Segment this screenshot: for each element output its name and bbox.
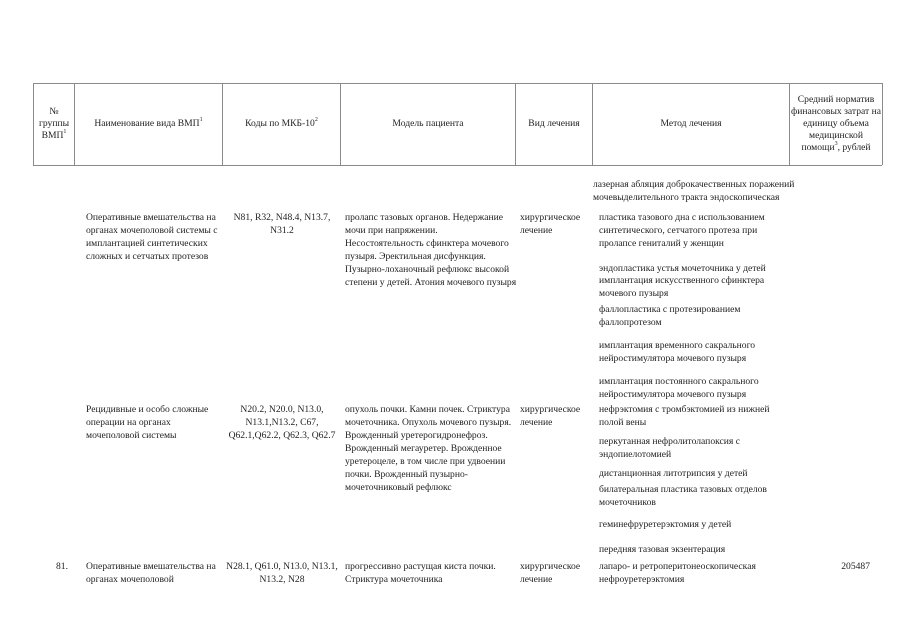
cost-value: 205487: [841, 561, 870, 572]
header-treatment-kind: Вид лечения: [528, 118, 580, 129]
patient-model: опухоль почки. Камни почек. Стриктура мочеточника. Опухоль мочевого пузыря. Врожденный уретерогидронефроз. Врожденный мегауретер. Врожденное уретероцеле, в том числе при удвоении почки. Врожденный пузырно-мочеточниковый рефлюкс: [345, 404, 512, 493]
header-group-number: № группы ВМП$^1$: [38, 106, 70, 141]
treatment-method: имплантация искусственного сфинктера мочевого пузыря: [599, 275, 765, 299]
header-treatment-method: Метод лечения: [660, 118, 722, 129]
icd-codes: N20.2, N20.0, N13.0, N13.1,N13.2, C67, Q62.1,Q62.2, Q62.3, Q62.7: [228, 404, 336, 441]
treatment-method: фаллопластика с протезированием фаллопротезом: [599, 304, 741, 328]
vmp-name: Оперативные вмешательства на органах мочеполовой системы с имплантацией синтетических сложных и сетчатых протезов: [86, 212, 218, 262]
treatment-method: билатеральная пластика тазовых отделов мочеточников: [599, 484, 767, 508]
treatment-method: имплантация постоянного сакрального нейростимулятора мочевого пузыря: [599, 376, 759, 400]
patient-model: прогрессивно растущая киста почки. Стриктура мочеточника: [345, 561, 496, 585]
vmp-name: Оперативные вмешательства на органах мочеполовой: [86, 561, 216, 585]
treatment-method: лапаро- и ретроперитонеоскопическая нефроуретерэктомия: [599, 561, 756, 585]
treatment-method: пластика тазового дна с использованием синтетического, сетчатого протеза при пролапсе гениталий у женщин: [599, 212, 765, 249]
header-patient-model: Модель пациента: [392, 118, 464, 129]
header-vmp-name: Наименование вида ВМП$^1$: [94, 117, 203, 129]
treatment-method: имплантация временного сакрального нейростимулятора мочевого пузыря: [599, 340, 756, 364]
treatment-method: перкутанная нефролитолапоксия с эндопиелотомией: [599, 436, 741, 460]
treatment-method: дистанционная литотрипсия у детей: [599, 468, 748, 479]
treatment-method: эндопластика устья мочеточника у детей: [599, 263, 766, 274]
treatment-kind: хирургическое лечение: [520, 404, 581, 428]
header-icd-codes: Коды по МКБ-$10^2$: [245, 117, 318, 129]
icd-codes: N28.1, Q61.0, N13.0, N13.1, N13.2, N28: [226, 561, 338, 585]
vmp-name: Рецидивные и особо сложные операции на органах мочеполовой системы: [86, 404, 209, 441]
treatment-method: передняя тазовая экзентерация: [599, 544, 726, 555]
treatment-method: нефрэктомия с тромбэктомией из нижней полой вены: [599, 404, 770, 428]
header-cost: Средний норматив финансовых затрат на единицу объема медицинской помощи$^3$, рублей: [791, 94, 882, 153]
treatment-kind: хирургическое лечение: [520, 212, 581, 236]
header-bottom-rule: [33, 165, 882, 166]
group-number: 81.: [56, 561, 68, 572]
treatment-method: лазерная абляция доброкачественных поражений мочевыделительного тракта эндоскопическая: [593, 179, 795, 203]
treatment-kind: хирургическое лечение: [520, 561, 581, 585]
icd-codes: N81, R32, N48.4, N13.7, N31.2: [233, 212, 331, 236]
treatment-method: геминефруретерэктомия у детей: [599, 519, 732, 530]
patient-model: пролапс тазовых органов. Недержание мочи при напряжении. Несостоятельность сфинктера мочевого пузыря. Эректильная дисфункция. Пузырно-лоханочный рефлюкс высокой степени у детей. Атония мочевого пузыря: [345, 212, 517, 288]
col-divider: [882, 83, 883, 165]
